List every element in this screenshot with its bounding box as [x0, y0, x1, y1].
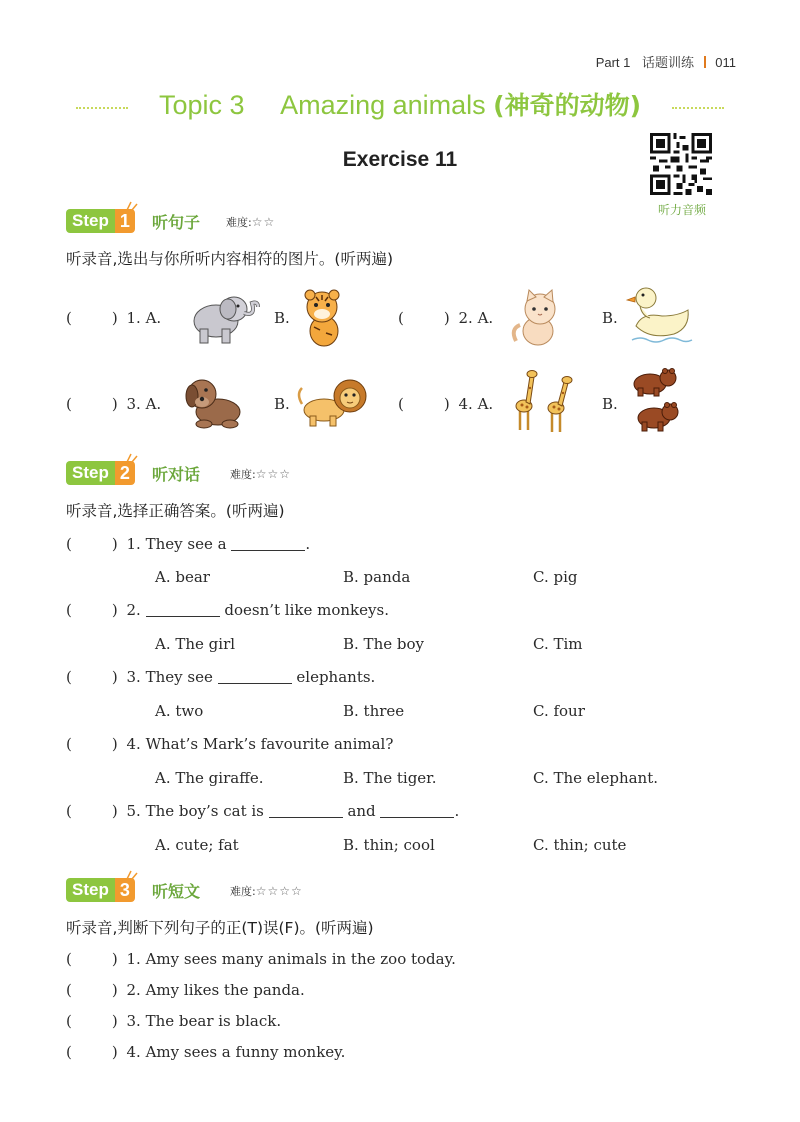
step3-statement-4: ( ) 4. Amy sees a funny monkey. [66, 1043, 346, 1061]
difficulty-stars: ☆☆☆☆ [255, 884, 303, 898]
step-1-difficulty: 难度:☆☆ [226, 215, 276, 229]
step2-question-3: ( ) 3. They see elephants. [66, 668, 376, 686]
topic-label: Topic 3 [158, 90, 245, 120]
section-label: 话题训练 [642, 55, 695, 70]
step1-q4-option-b: B. [602, 395, 618, 413]
page-header [596, 52, 736, 71]
step2-q4-option-a: A. The giraffe. [155, 769, 264, 787]
step3-statement-1: ( ) 1. Amy sees many animals in the zoo today. [66, 950, 456, 968]
exercise-title: Exercise 11 [342, 148, 458, 171]
difficulty-stars: ☆☆☆ [255, 467, 291, 481]
step2-q4-option-c: C. The elephant. [533, 769, 659, 787]
step1-q2-option-b: B. [602, 309, 618, 327]
step2-question-1: ( ) 1. They see a . [66, 535, 311, 553]
step1-q1-option-b: B. [274, 309, 290, 327]
step-2-badge: Step 2 [66, 461, 135, 485]
step-1-title: 听句子 [152, 213, 201, 232]
difficulty-stars: ☆☆ [251, 215, 276, 229]
dog-icon[interactable] [180, 374, 248, 430]
step-1-instruction: 听录音,选出与你所听内容相符的图片。(听两遍) [66, 250, 394, 268]
step2-q2-option-b: B. The boy [343, 635, 424, 653]
step3-statement-3: ( ) 3. The bear is black. [66, 1012, 282, 1030]
answer-blank[interactable] [146, 602, 220, 617]
step2-q2-option-c: C. Tim [533, 635, 583, 653]
step2-q2-option-a: A. The girl [155, 635, 236, 653]
part-label: Part 1 [595, 55, 631, 70]
step1-question-2: ( ) 2. A. [398, 309, 494, 327]
tiger-icon[interactable] [296, 287, 350, 349]
step-3-difficulty: 难度:☆☆☆☆ [230, 884, 303, 898]
answer-blank[interactable] [218, 669, 292, 684]
qr-label: 听力音频 [657, 203, 706, 217]
duck-icon[interactable] [626, 282, 696, 348]
step2-q5-option-a: A. cute; fat [155, 836, 239, 854]
step-2-title: 听对话 [152, 465, 201, 484]
bear-icon[interactable] [626, 366, 680, 434]
giraffe-icon[interactable] [512, 368, 574, 434]
answer-blank[interactable] [269, 803, 343, 818]
step-2-difficulty: 难度:☆☆☆ [230, 467, 291, 481]
topic-chinese: (神奇的动物) [493, 91, 642, 120]
step2-q1-option-a: A. bear [155, 568, 210, 586]
step2-q1-option-c: C. pig [533, 568, 578, 586]
step2-q5-option-b: B. thin; cool [343, 836, 435, 854]
sparkle-icon [126, 453, 138, 463]
step-3-badge: Step 3 [66, 878, 135, 902]
step3-statement-2: ( ) 2. Amy likes the panda. [66, 981, 305, 999]
step-2-instruction: 听录音,选择正确答案。(听两遍) [66, 502, 285, 520]
step-3-title: 听短文 [152, 882, 201, 901]
step-3-instruction: 听录音,判断下列句子的正(T)误(F)。(听两遍) [66, 919, 374, 937]
answer-blank[interactable] [380, 803, 454, 818]
sparkle-icon [126, 870, 138, 880]
step2-q1-option-b: B. panda [343, 568, 411, 586]
step2-question-5: ( ) 5. The boy’s cat is and . [66, 802, 460, 820]
lion-icon[interactable] [296, 374, 370, 430]
cat-icon[interactable] [510, 289, 566, 347]
sparkle-icon [126, 201, 138, 211]
step1-question-3: ( ) 3. A. [66, 395, 162, 413]
page-number: 011 [715, 55, 736, 70]
step2-question-2: ( ) 2. doesn’t like monkeys. [66, 601, 389, 619]
topic-name: Amazing animals [280, 90, 486, 120]
header-divider [704, 56, 706, 68]
answer-blank[interactable] [231, 536, 305, 551]
qr-code-icon[interactable] [650, 133, 712, 195]
step1-q3-option-b: B. [274, 395, 290, 413]
step2-q3-option-a: A. two [155, 702, 204, 720]
step2-q4-option-b: B. The tiger. [343, 769, 437, 787]
step1-question-4: ( ) 4. A. [398, 395, 494, 413]
topic-title [0, 86, 800, 122]
step-1-badge: Step 1 [66, 209, 135, 233]
step2-question-4: ( ) 4. What’s Mark’s favourite animal? [66, 735, 394, 753]
step2-q3-option-c: C. four [533, 702, 585, 720]
step2-q3-option-b: B. three [343, 702, 405, 720]
step1-question-1: ( ) 1. A. [66, 309, 162, 327]
elephant-icon[interactable] [182, 289, 262, 347]
step2-q5-option-c: C. thin; cute [533, 836, 627, 854]
